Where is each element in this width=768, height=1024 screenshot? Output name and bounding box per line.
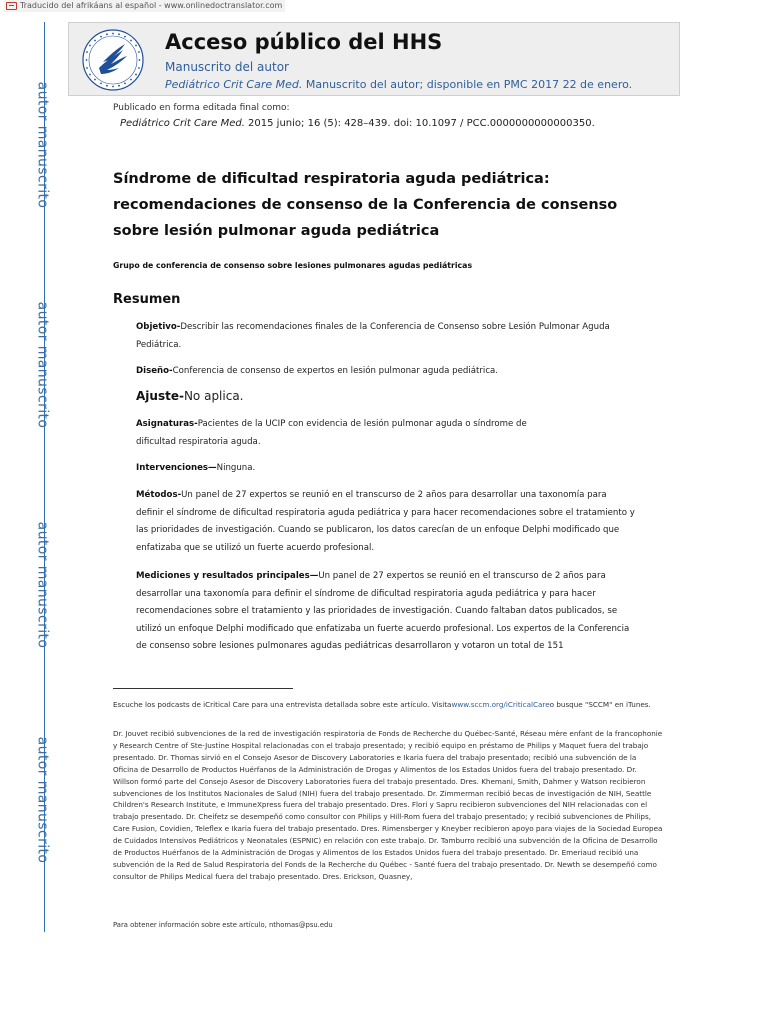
podcast-note: Escuche los podcasts de iCritical Care para una entrevista detallada sobre este artículo. Visitawww.sccm.org/iCriticalCareo busque "SCCM" en iTunes. <box>113 700 651 709</box>
sccm-link[interactable]: www.sccm.org/iCriticalCare <box>451 700 550 709</box>
hhs-seal-icon <box>81 28 145 92</box>
published-citation: Pediátrico Crit Care Med. 2015 junio; 16 (5): 428–439. doi: 10.1097 / PCC.0000000000000350. <box>120 118 595 129</box>
abstract-setting: Ajuste-No aplica. <box>136 389 244 403</box>
translation-banner-text: Traducido del afrikáans al español - www.onlinedoctranslator.com <box>20 1 283 10</box>
published-label: Publicado en forma editada final como: <box>113 103 290 113</box>
hhs-title: Acceso público del HHS <box>165 30 443 54</box>
abstract-subjects: Asignaturas-Pacientes de la UCIP con evidencia de lesión pulmonar aguda o síndrome de dificultad respiratoria aguda. <box>136 419 527 447</box>
contact-note: Para obtener información sobre este artículo, nthomas@psu.edu <box>113 921 333 929</box>
abstract-objective: Objetivo-Describir las recomendaciones finales de la Conferencia de Consenso sobre Lesión Pulmonar Aguda Pediátrica. <box>136 322 610 350</box>
article-title: Síndrome de dificultad respiratoria aguda pediátrica: recomendaciones de consenso de la Conferencia de consenso sobre lesión pulmonar aguda pediátrica <box>113 171 618 239</box>
disclosures-note: Dr. Jouvet recibió subvenciones de la red de investigación respiratoria de Fonds de Recherche du Québec-Santé, Réseau mère enfant de la francophonie y Research Centre of Ste-Justine Hospital relacionadas con el trabajo presentado; y recibió equipo en préstamo de Philips y Maquet fuera del trabajo presentado. Dr. Thomas sirvió en el Consejo Asesor de Discovery Laboratories e Ikaria fuera del trabajo presentado; recibió una subvención de la Oficina de Desarrollo de Productos Huérfanos de la Administración de Drogas y Alimentos de los Estados Unidos fuera del trabajo presentado. Dr. Willson formó parte del Consejo Asesor de Discovery Laboratories fuera del trabajo presentado. Dres. Khemani, Smith, Dahmer y Watson recibieron subvenciones de los Institutos Nacionales de Salud (NIH) fuera del trabajo presentado. Dr. Zimmerman recibió becas de investigación de NIH, Seattle Children's Research Institute, e ImmuneXpress fuera del trabajo presentado. Dres. Flori y Sapru recibieron subvenciones del NIH relacionadas con el trabajo presentado. Dr. Cheifetz se desempeñó como consultor con Philips y Hill-Rom fuera del trabajo presentado; y recibió subvenciones de Philips, Care Fusion, Covidien, Teleflex e Ikaria fuera del trabajo presentado. Dres. Rimensberger y Kneyber recibieron apoyo para viajes de la Sociedad Europea de Cuidados Intensivos Pediátricos y Neonatales (ESPNIC) en relación con este trabajo. Dr. Tamburro recibió una subvención de la Oficina de Desarrollo de Productos Huérfanos de la Administración de Drogas y Alimentos de los Estados Unidos fuera del trabajo presentado. Dr. Emeriaud recibió una subvención de la Red de Salud Respiratoria del Fonds de la Recherche du Québec - Santé fuera del trabajo presentado. Dr. Newth se desempeñó como consultor de Philips Medical fuera del trabajo presentado. Dres. Erickson, Quasney, <box>113 729 663 881</box>
abstract-design: Diseño-Conferencia de consenso de expertos en lesión pulmonar aguda pediátrica. <box>136 366 499 376</box>
author-group: Grupo de conferencia de consenso sobre lesiones pulmonares agudas pediátricas <box>113 261 473 270</box>
side-label-3: autor manuscrito <box>34 521 50 649</box>
translate-icon <box>6 2 17 10</box>
side-label-4: autor manuscrito <box>34 736 50 864</box>
abstract-heading: Resumen <box>113 292 181 307</box>
abstract-interventions: Intervenciones—Ninguna. <box>136 463 256 473</box>
side-label-2: autor manuscrito <box>34 301 50 429</box>
manuscript-label: Manuscrito del autor <box>165 60 289 74</box>
side-label-1: autor manuscrito <box>34 81 50 209</box>
abstract-measurements: Mediciones y resultados principales—Un panel de 27 expertos se reunió en el transcurso de 2 años para desarrollar una taxonomía para definir el síndrome de dificultad respiratoria aguda pediátrica y para hacer recomendaciones sobre el tratamiento y las prioridades de investigación. Cuando faltaban datos publicados, se utilizó un enfoque Delphi modificado que enfatizaba un fuerte acuerdo profesional. Los expertos de la Conferencia de consenso sobre lesiones pulmonares agudas pediátricas desarrollaron y votaron un total de 151 <box>136 571 630 651</box>
hhs-header <box>68 22 680 96</box>
translation-banner[interactable] <box>4 0 285 12</box>
abstract-methods: Métodos-Un panel de 27 expertos se reunió en el transcurso de 2 años para desarrollar una taxonomía para definir el síndrome de dificultad respiratoria aguda pediátrica y para hacer recomendaciones sobre el tratamiento y las prioridades de investigación. Cuando se publicaron, los datos carecían de un enfoque Delphi modificado que enfatizaba que se utilizó un fuerte acuerdo profesional. <box>136 490 635 553</box>
footnote-divider <box>113 688 293 689</box>
header-citation: Pediátrico Crit Care Med. Manuscrito del autor; disponible en PMC 2017 22 de enero. <box>165 78 633 91</box>
